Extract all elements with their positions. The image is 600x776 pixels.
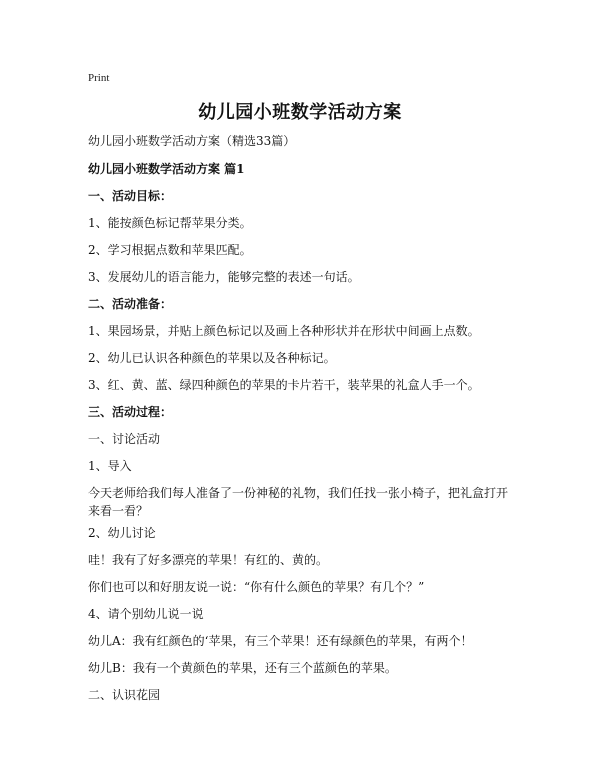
process-paragraph: 今天老师给我们每人准备了一份神秘的礼物，我们任找一张小椅子，把礼盒打开来看一看？: [88, 486, 509, 518]
print-link[interactable]: Print: [88, 72, 110, 84]
process-item: 一、讨论活动: [88, 432, 161, 446]
prep-item: 1、果园场景，并贴上颜色标记以及画上各种形状并在形状中间画上点数。: [88, 324, 480, 338]
goal-item: 3、发展幼儿的语言能力，能够完整的表述一句话。: [88, 270, 360, 284]
section-heading: 幼儿园小班数学活动方案 篇1: [88, 162, 245, 176]
process-paragraph: 幼儿A：我有红颜色的‘苹果，有三个苹果！还有绿颜色的苹果，有两个！: [88, 634, 473, 648]
process-item: 1、导入: [88, 459, 132, 473]
process-heading: 三、活动过程：: [88, 405, 173, 419]
goal-item: 2、学习根据点数和苹果匹配。: [88, 243, 252, 257]
prep-item: 3、红、黄、蓝、绿四种颜色的苹果的卡片若干，装苹果的礼盒人手一个。: [88, 378, 480, 392]
prep-item: 2、幼儿已认识各种颜色的苹果以及各种标记。: [88, 351, 336, 365]
process-paragraph: 幼儿B：我有一个黄颜色的苹果，还有三个蓝颜色的苹果。: [88, 661, 397, 675]
process-item: 2、幼儿讨论: [88, 526, 156, 540]
process-item: 4、请个别幼儿说一说: [88, 607, 204, 621]
process-paragraph: 你们也可以和好朋友说一说：“你有什么颜色的苹果？有几个？”: [88, 580, 425, 594]
page-title: 幼儿园小班数学活动方案: [198, 102, 402, 123]
process-paragraph: 哇！我有了好多漂亮的苹果！有红的、黄的。: [88, 553, 329, 567]
prep-heading: 二、活动准备：: [88, 297, 173, 311]
goal-item: 1、能按颜色标记帮苹果分类。: [88, 216, 252, 230]
subtitle: 幼儿园小班数学活动方案（精选33篇）: [88, 134, 296, 148]
goals-heading: 一、活动目标：: [88, 189, 173, 203]
process-item: 二、认识花园: [88, 688, 161, 702]
